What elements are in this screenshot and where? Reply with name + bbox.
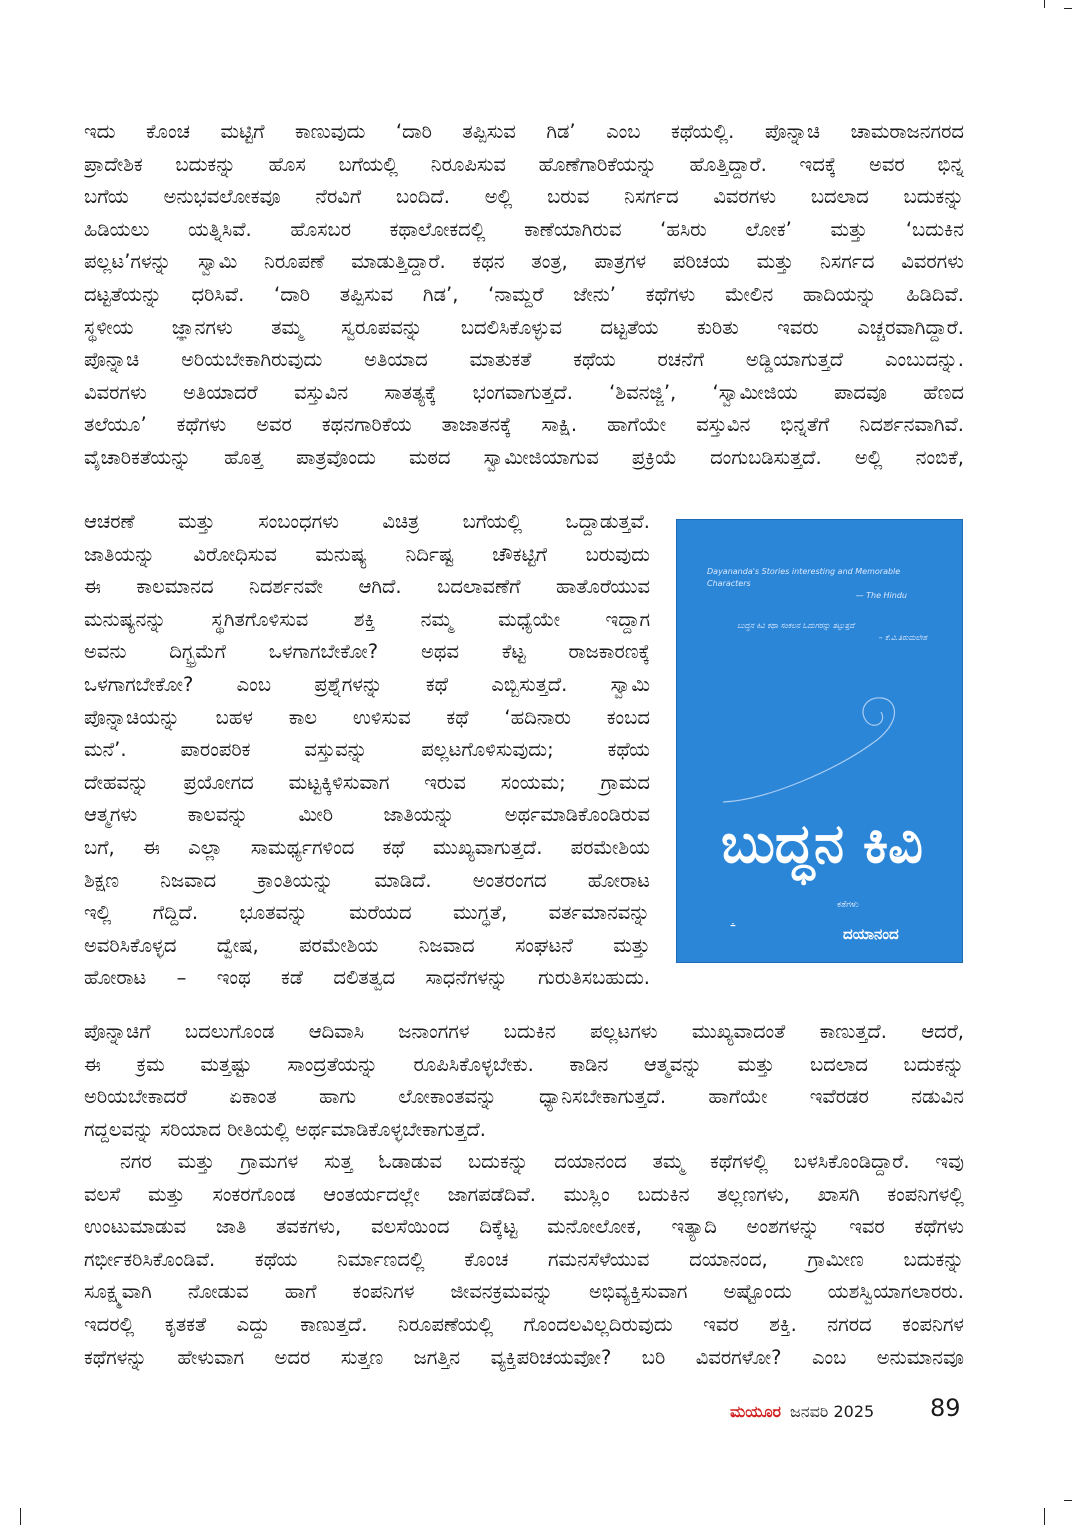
text-line: ಮನೆ’. ಪಾರಂಪರಿಕ ವಸ್ತುವನ್ನು ಪಲ್ಲಟಗೊಳಿಸುವುದು; ಕಥೆಯ bbox=[84, 738, 650, 762]
cover-blurb: Dayananda's Stories interesting and Memorable Characters — The Hindu bbox=[707, 567, 907, 600]
text-line: ಬಗೆಯ ಅನುಭವಲೋಕವೂ ನೆರವಿಗೆ ಬಂದಿದೆ. ಅಲ್ಲಿ ಬರುವ ನಿಸರ್ಗದ ವಿವರಗಳು ಬದಲಾದ ಬದುಕನ್ನು bbox=[84, 185, 964, 209]
text-line: ಪೊನ್ನಾಚಿಗೆ ಬದಲುಗೊಂಡ ಆದಿವಾಸಿ ಜನಾಂಗಗಳ ಬದುಕಿನ ಪಲ್ಲಟಗಳು ಮುಖ್ಯವಾದಂತೆ ಕಾಣುತ್ತದೆ. ಆದರೆ, bbox=[84, 1020, 964, 1043]
text-line: ಅವನು ದಿಗ್ಭ್ರಮೆಗೆ ಒಳಗಾಗಬೇಕೋ? ಅಥವ ಕೆಟ್ಟ ರಾಜಕಾರಣಕ್ಕೆ bbox=[84, 640, 650, 664]
text-line: ವೈಚಾರಿಕತೆಯನ್ನು ಹೊತ್ತ ಪಾತ್ರವೊಂದು ಮಠದ ಸ್ವಾಮೀಜಿಯಾಗುವ ಪ್ರಕ್ರಿಯೆ ದಂಗುಬಡಿಸುತ್ತದೆ. ಅಲ್ಲಿ ನಂಬಿಕೆ, bbox=[84, 445, 964, 469]
book-genre: ಕತೆಗಳು bbox=[837, 900, 859, 910]
text-line: ಪ್ರಾದೇಶಿಕ ಬದುಕನ್ನು ಹೊಸ ಬಗೆಯಲ್ಲಿ ನಿರೂಪಿಸುವ ಹೊಣೆಗಾರಿಕೆಯನ್ನು ಹೊತ್ತಿದ್ದಾರೆ. ಇದಕ್ಕೆ ಅವರ ಭಿನ್ನ bbox=[84, 152, 964, 176]
text-line: ಇಲ್ಲಿ ಗೆದ್ದಿದೆ. ಭೂತವನ್ನು ಮರೆಯದ ಮುಗ್ಧತೆ, ವರ್ತಮಾನವನ್ನು bbox=[84, 901, 650, 925]
text-line: ಪಲ್ಲಟ’ಗಳನ್ನು ಸ್ವಾಮಿ ನಿರೂಪಣೆ ಮಾಡುತ್ತಿದ್ದಾರೆ. ಕಥನ ತಂತ್ರ, ಪಾತ್ರಗಳ ಪರಿಚಯ ಮತ್ತು ನಿಸರ್ಗದ ವಿವರಗಳು bbox=[84, 250, 964, 274]
text-line: ಆಚರಣೆ ಮತ್ತು ಸಂಬಂಧಗಳು ವಿಚಿತ್ರ ಬಗೆಯಲ್ಲಿ ಒದ್ದಾಡುತ್ತವೆ. bbox=[84, 510, 650, 533]
text-line: ಬಗೆ, ಈ ಎಲ್ಲಾ ಸಾಮರ್ಥ್ಯಗಳಿಂದ ಕಥೆ ಮುಖ್ಯವಾಗುತ್ತದೆ. ಪರಮೇಶಿಯ bbox=[84, 835, 650, 859]
page-footer bbox=[730, 1396, 966, 1428]
text-line: ನಗರ ಮತ್ತು ಗ್ರಾಮಗಳ ಸುತ್ತ ಓಡಾಡುವ ಬದುಕನ್ನು ದಯಾನಂದ ತಮ್ಮ ಕಥೆಗಳಲ್ಲಿ ಬಳಸಿಕೊಂಡಿದ್ದಾರೆ. ಇವು bbox=[120, 1150, 964, 1173]
text-line: ಸೂಕ್ಷ್ಮವಾಗಿ ನೋಡುವ ಹಾಗೆ ಕಂಪನಿಗಳ ಜೀವನಕ್ರಮವನ್ನು ಅಭಿವ್ಯಕ್ತಿಸುವಾಗ ಅಷ್ಟೊಂದು ಯಶಸ್ವಿಯಾಗಲಾರರು. bbox=[84, 1280, 964, 1304]
text-line: ತಲೆಯೂ’ ಕಥೆಗಳು ಅವರ ಕಥನಗಾರಿಕೆಯ ತಾಜಾತನಕ್ಕೆ ಸಾಕ್ಷಿ. ಹಾಗೆಯೇ ವಸ್ತುವಿನ ಭಿನ್ನತೆಗೆ ನಿದರ್ಶನವಾಗಿವೆ. bbox=[84, 413, 964, 437]
text-line: ಸ್ಥಳೀಯ ಜ್ಞಾನಗಳು ತಮ್ಮ ಸ್ವರೂಪವನ್ನು ಬದಲಿಸಿಕೊಳ್ಳುವ ದಟ್ಟತೆಯ ಕುರಿತು ಇವರು ಎಚ್ಚರವಾಗಿದ್ದಾರೆ. bbox=[84, 315, 964, 339]
article-text-bottom bbox=[84, 1016, 964, 1146]
spiral-icon bbox=[717, 690, 917, 810]
text-line: ಅರಿಯಬೇಕಾದರೆ ಏಕಾಂತ ಹಾಗು ಲೋಕಾಂತವನ್ನು ಧ್ಯಾನಿಸಬೇಕಾಗುತ್ತದೆ. ಹಾಗೆಯೇ ಇವೆರಡರ ನಡುವಿನ bbox=[84, 1085, 964, 1109]
crop-mark bbox=[1064, 8, 1072, 9]
text-line: ಗರ್ಭೀಕರಿಸಿಕೊಂಡಿವೆ. ಕಥೆಯ ನಿರ್ಮಾಣದಲ್ಲಿ ಕೊಂಚ ಗಮನಸೆಳೆಯುವ ದಯಾನಂದ, ಗ್ರಾಮೀಣ ಬದುಕನ್ನು bbox=[84, 1247, 964, 1271]
article-text-beside-cover bbox=[84, 506, 650, 995]
text-line: ಈ ಕ್ರಮ ಮತ್ತಷ್ಟು ಸಾಂದ್ರತೆಯನ್ನು ರೂಪಿಸಿಕೊಳ್ಳಬೇಕು. ಕಾಡಿನ ಆತ್ಮವನ್ನು ಮತ್ತು ಬದಲಾದ ಬದುಕನ್ನು bbox=[84, 1052, 964, 1076]
text-line: ಕಥೆಗಳನ್ನು ಹೇಳುವಾಗ ಅದರ ಸುತ್ತಣ ಜಗತ್ತಿನ ವ್ಯಕ್ತಿಪರಿಚಯವೋ? ಬರಿ ವಿವರಗಳೋ? ಎಂಬ ಅನುಮಾನವೂ bbox=[84, 1345, 964, 1369]
book-author: ದಯಾನಂದ bbox=[843, 925, 899, 943]
text-line: ಶಿಕ್ಷಣ ನಿಜವಾದ ಕ್ರಾಂತಿಯನ್ನು ಮಾಡಿದೆ. ಅಂತರಂಗದ ಹೋರಾಟ bbox=[84, 868, 650, 892]
book-title: ಬುದ್ಧನ ಕಿವಿ bbox=[721, 812, 923, 875]
text-line: ಗದ್ದಲವನ್ನು ಸರಿಯಾದ ರೀತಿಯಲ್ಲಿ ಅರ್ಥಮಾಡಿಕೊಳ್ಳಬೇಕಾಗುತ್ತದೆ. bbox=[84, 1117, 487, 1141]
text-line: ಒಳಗಾಗಬೇಕೋ? ಎಂಬ ಪ್ರಶ್ನೆಗಳನ್ನು ಕಥೆ ಎಬ್ಬಿಸುತ್ತದೆ. ಸ್ವಾಮಿ bbox=[84, 672, 650, 696]
text-line: ವಲಸೆ ಮತ್ತು ಸಂಕರಗೊಂಡ ಆಂತರ್ಯದಲ್ಲೇ ಜಾಗಪಡೆದಿವೆ. ಮುಸ್ಲಿಂ ಬದುಕಿನ ತಲ್ಲಣಗಳು, ಖಾಸಗಿ ಕಂಪನಿಗಳಲ್ಲಿ bbox=[84, 1182, 964, 1206]
text-line: ಅವರಿಸಿಕೊಳ್ಳದ ದ್ವೇಷ, ಪರಮೇಶಿಯ ನಿಜವಾದ ಸಂಘಟನೆ ಮತ್ತು bbox=[84, 933, 650, 957]
crop-mark bbox=[20, 1508, 21, 1525]
text-line: ಹಿಡಿಯಲು ಯತ್ನಿಸಿವೆ. ಹೊಸಬರ ಕಥಾಲೋಕದಲ್ಲಿ ಕಾಣೆಯಾಗಿರುವ ‘ಹಸಿರು ಲೋಕ’ ಮತ್ತು ‘ಬದುಕಿನ bbox=[84, 217, 964, 241]
text-line: ಹೋರಾಟ – ಇಂಥ ಕಡೆ ದಲಿತತ್ವದ ಸಾಧನೆಗಳನ್ನು ಗುರುತಿಸಬಹುದು. bbox=[84, 966, 650, 990]
crop-mark bbox=[1044, 1508, 1045, 1525]
text-line: ಉಂಟುಮಾಡುವ ಜಾತಿ ತವಕಗಳು, ವಲಸೆಯಿಂದ ದಿಕ್ಕೆಟ್ಟ ಮನೋಲೋಕ, ಇತ್ಯಾದಿ ಅಂಶಗಳನ್ನು ಇವರ ಕಥೆಗಳು bbox=[84, 1215, 964, 1239]
issue-date: ಜನವರಿ 2025 bbox=[790, 1402, 875, 1421]
magazine-name: ಮಯೂರ bbox=[730, 1402, 782, 1421]
crop-mark bbox=[1064, 1500, 1072, 1501]
text-line: ಆತ್ಮಗಳು ಕಾಲವನ್ನು ಮೀರಿ ಜಾತಿಯನ್ನು ಅರ್ಥಮಾಡಿಕೊಂಡಿರುವ bbox=[84, 803, 650, 827]
page-number: 89 bbox=[930, 1394, 961, 1422]
text-line: ಇದರಲ್ಲಿ ಕೃತಕತೆ ಎದ್ದು ಕಾಣುತ್ತದೆ. ನಿರೂಪಣೆಯಲ್ಲಿ ಗೊಂದಲವಿಲ್ಲದಿರುವುದು ಇವರ ಶಕ್ತಿ. ನಗರದ ಕಂಪನಿಗಳ bbox=[84, 1312, 964, 1336]
text-line: ಜಾತಿಯನ್ನು ವಿರೋಧಿಸುವ ಮನುಷ್ಯ ನಿರ್ದಿಷ್ಟ ಚೌಕಟ್ಟಿಗೆ ಬರುವುದು bbox=[84, 542, 650, 566]
text-line: ದಟ್ಟತೆಯನ್ನು ಧರಿಸಿವೆ. ‘ದಾರಿ ತಪ್ಪಿಸುವ ಗಿಡ’, ‘ನಾಮ್ದರೆ ಜೇನು’ ಕಥೆಗಳು ಮೇಲಿನ ಹಾದಿಯನ್ನು ಹಿಡಿದಿವೆ. bbox=[84, 282, 964, 306]
cover-blurb: ಬುದ್ಧನ ಕಿವಿ ಕಥಾ ಸಂಕಲನ ಓದುಗರನ್ನು ತಟ್ಟುತ್ತದೆ – ಕೆ.ವಿ.ತಿರುಮಲೇಶ bbox=[737, 621, 927, 642]
text-line: ವಿವರಗಳು ಅತಿಯಾದರೆ ವಸ್ತುವಿನ ಸಾತತ್ಯಕ್ಕೆ ಭಂಗವಾಗುತ್ತದೆ. ‘ಶಿವನಜ್ಜಿ’, ‘ಸ್ವಾಮೀಜಿಯ ಪಾದವೂ ಹೆಣದ bbox=[84, 380, 964, 404]
text-line: ಇದು ಕೊಂಚ ಮಟ್ಟಿಗೆ ಕಾಣುವುದು ‘ದಾರಿ ತಪ್ಪಿಸುವ ಗಿಡ’ ಎಂಬ ಕಥೆಯಲ್ಲಿ. ಪೊನ್ನಾಚಿ ಚಾಮರಾಜನಗರದ bbox=[84, 120, 964, 143]
article-text-top bbox=[84, 116, 964, 475]
book-cover bbox=[676, 519, 963, 963]
text-line: ಮನುಷ್ಯನನ್ನು ಸ್ಥಗಿತಗೊಳಿಸುವ ಶಕ್ತಿ ನಮ್ಮ ಮಧ್ಯೆಯೇ ಇದ್ದಾಗ bbox=[84, 607, 650, 631]
text-line: ದೇಹವನ್ನು ಪ್ರಯೋಗದ ಮಟ್ಟಕ್ಕಿಳಿಸುವಾಗ ಇರುವ ಸಂಯಮ; ಗ್ರಾಮದ bbox=[84, 770, 650, 794]
text-line: ಪೊನ್ನಾಚಿ ಅರಿಯಬೇಕಾಗಿರುವುದು ಅತಿಯಾದ ಮಾತುಕತೆ ಕಥೆಯ ರಚನೆಗೆ ಅಡ್ಡಿಯಾಗುತ್ತದೆ ಎಂಬುದನ್ನು. bbox=[84, 348, 964, 372]
crop-mark bbox=[1044, 0, 1045, 8]
text-line: ಈ ಕಾಲಮಾನದ ನಿದರ್ಶನವೇ ಆಗಿದೆ. ಬದಲಾವಣೆಗೆ ಹಾತೊರೆಯುವ bbox=[84, 575, 650, 599]
text-line: ಪೊನ್ನಾಚಿಯನ್ನು ಬಹಳ ಕಾಲ ಉಳಿಸುವ ಕಥೆ ‘ಹದಿನಾರು ಕಂಬದ bbox=[84, 705, 650, 729]
article-text-paragraph-2 bbox=[84, 1146, 964, 1374]
